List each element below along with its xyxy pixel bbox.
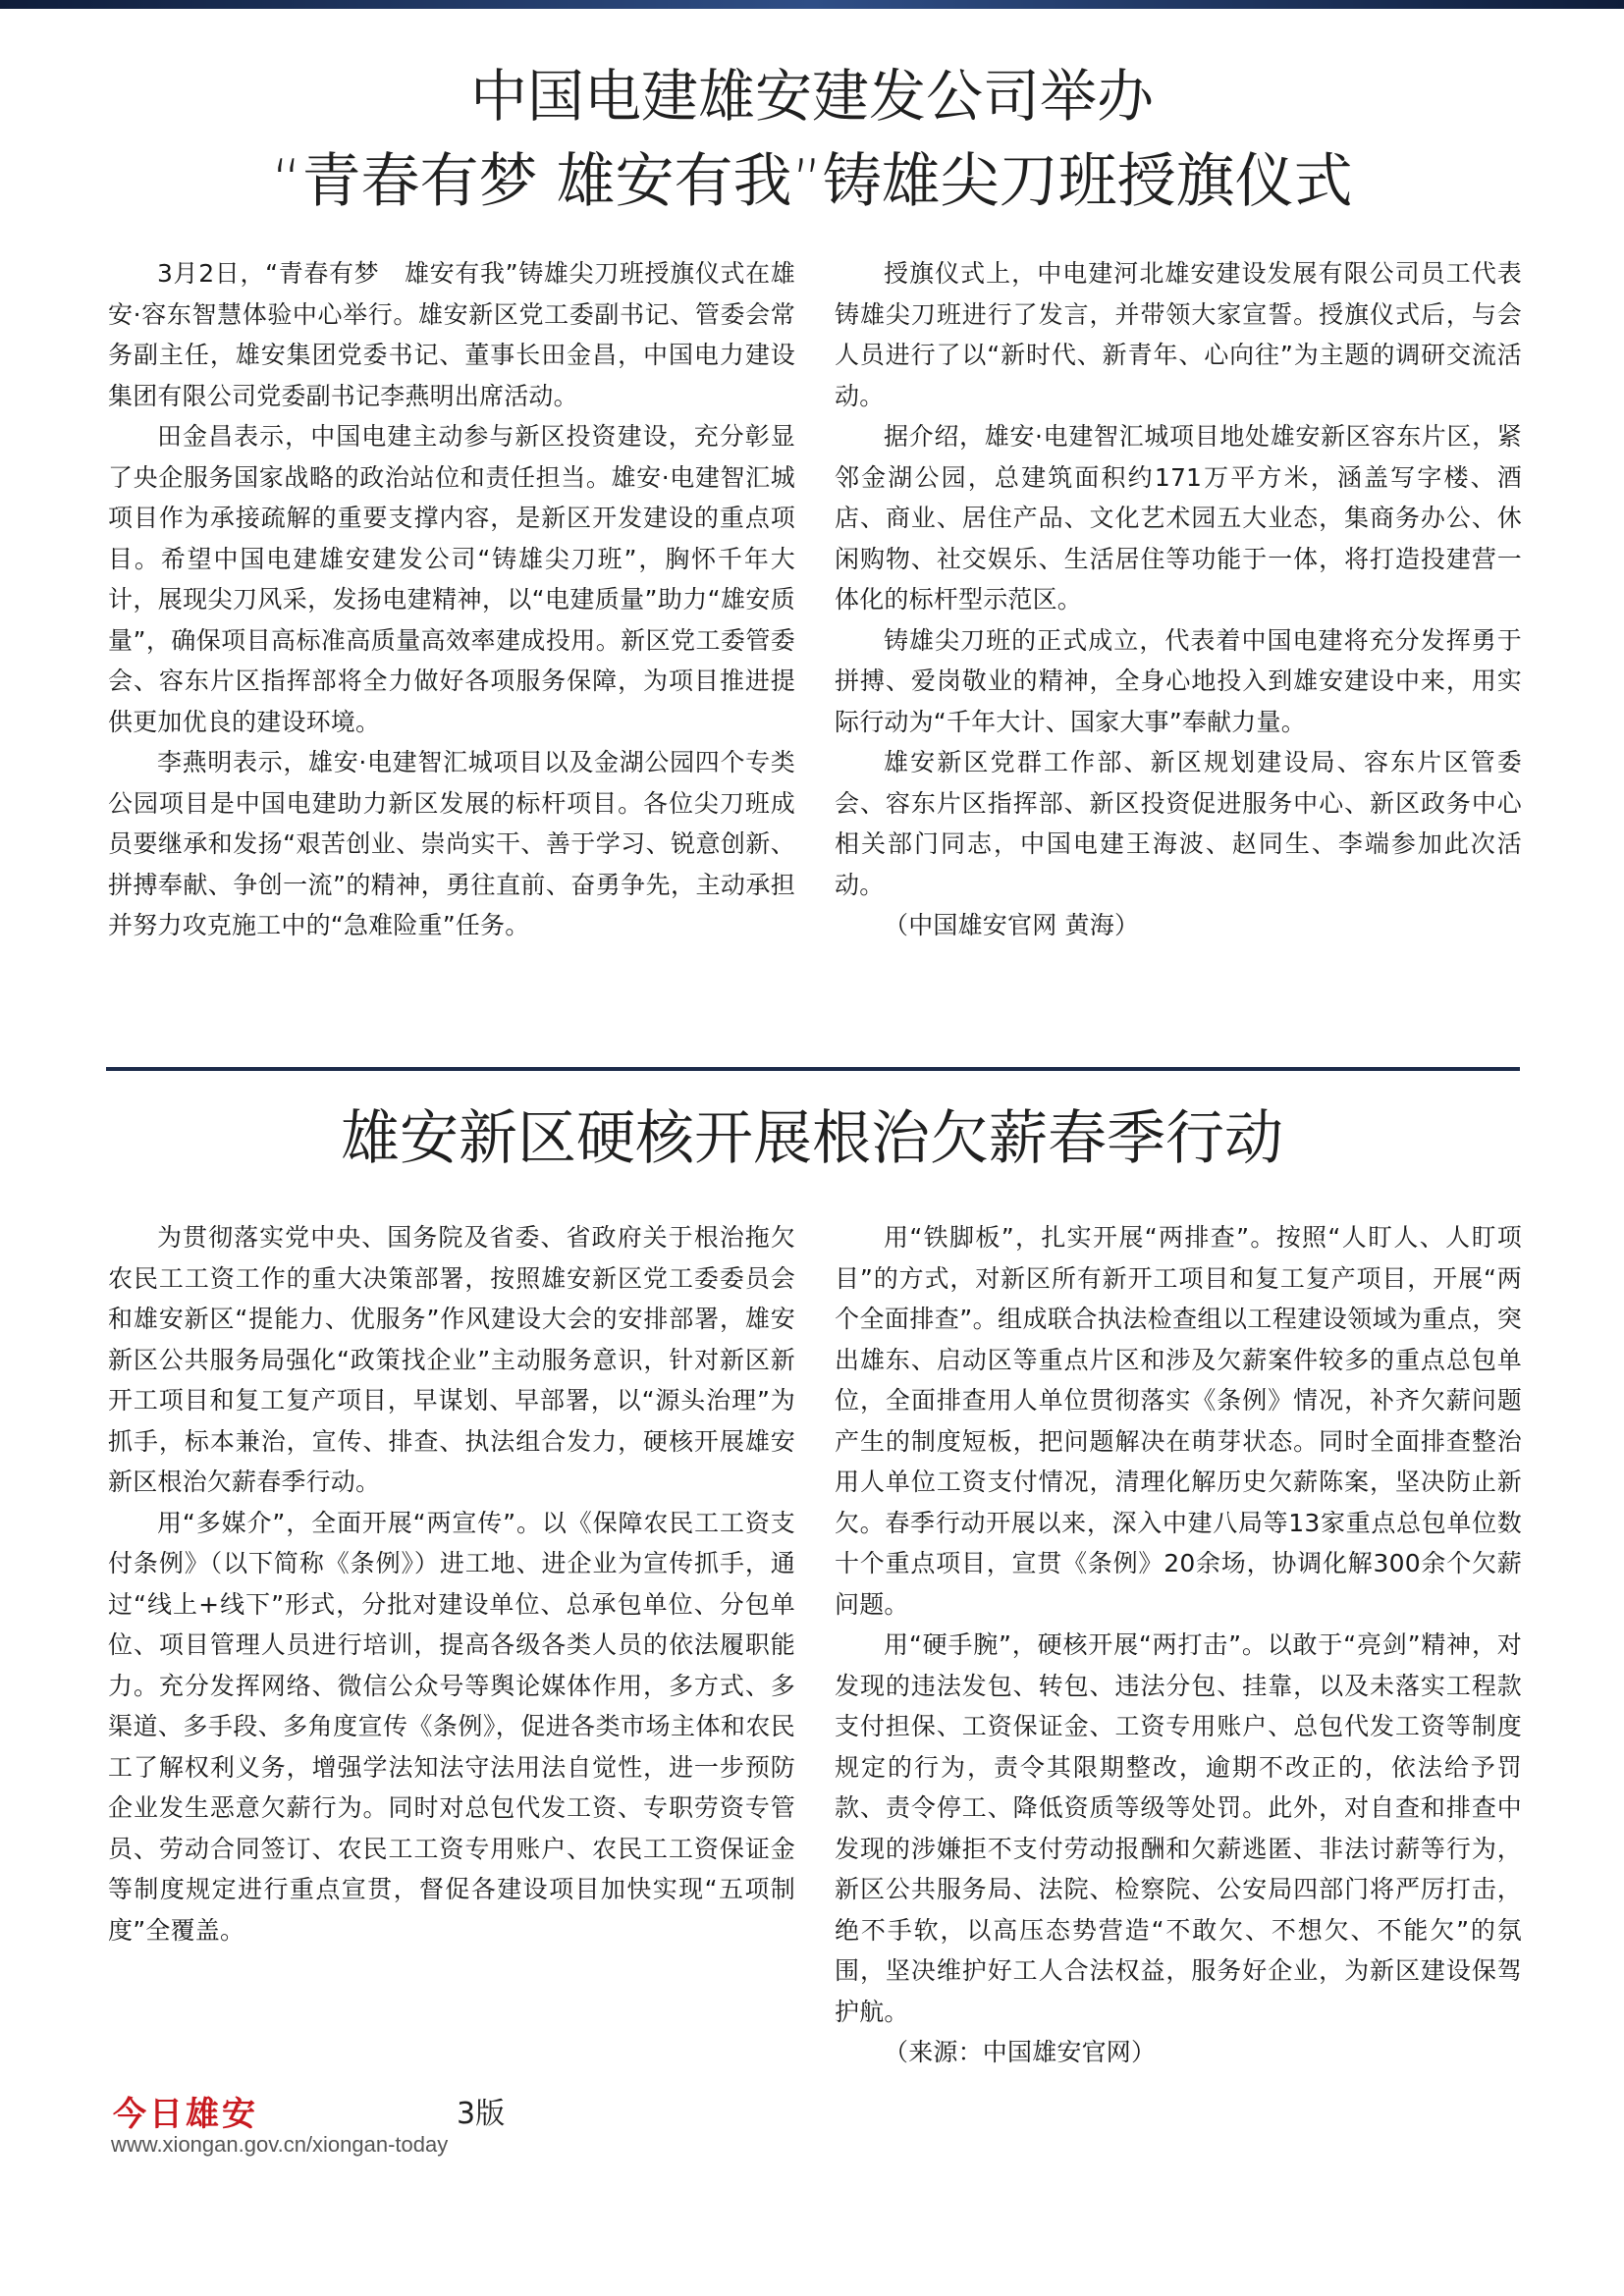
article2-title: 雄安新区硬核开展根治欠薪春季行动 <box>341 1104 1283 1173</box>
publication-logo: 今日雄安 <box>113 2095 258 2134</box>
paragraph: 铸雄尖刀班的正式成立，代表着中国电建将充分发挥勇于拼搏、爱岗敬业的精神，全身心地投入到雄安建设中来，用实际行动为“千年大计、国家大事”奉献力量。 <box>835 625 1522 736</box>
paragraph: 用“硬手腕”，硬核开展“两打击”。以敢于“亮剑”精神，对发现的违法发包、转包、违法分包、挂靠，以及未落实工程款支付担保、工资保证金、工资专用账户、总包代发工资等制度规定的行为，责令其限期整改，逾期不改正的，依法给予罚款、责令停工、降低资质等级等处罚。此外，对自查和排查中发现的涉嫌拒不支付劳动报酬和欠薪逃匿、非法讨薪等行为，新区公共服务局、法院、检察院、公安局四部门将严厉打击，绝不手软，以高压态势营造“不敢欠、不想欠、不能欠”的氛围，坚决维护好工人合法权益，服务好企业，为新区建设保驾护航。 <box>835 1630 1522 2026</box>
paragraph: 据介绍，雄安·电建智汇城项目地处雄安新区容东片区，紧邻金湖公园，总建筑面积约171万平方米，涵盖写字楼、酒店、商业、居住产品、文化艺术园五大业态，集商务办公、休闲购物、社交娱乐、生活居住等功能于一体，将打造投建营一体化的标杆型示范区。 <box>835 422 1522 614</box>
paragraph: 雄安新区党群工作部、新区规划建设局、容东片区管委会、容东片区指挥部、新区投资促进服务中心、新区政务中心相关部门同志，中国电建王海波、赵同生、李端参加此次活动。 <box>835 748 1522 899</box>
article1-column-left <box>108 253 795 946</box>
article1-title-line1: 中国电建雄安建发公司举办 <box>469 63 1154 130</box>
paragraph: 田金昌表示，中国电建主动参与新区投资建设，充分彰显了央企服务国家战略的政治站位和责任担当。雄安·电建智汇城项目作为承接疏解的重要支撑内容，是新区开发建设的重点项目。希望中国电建雄安建发公司“铸雄尖刀班”，胸怀千年大计，展现尖刀风采，发扬电建精神，以“电建质量”助力“雄安质量”，确保项目高标准高质量高效率建成投用。新区党工委管委会、容东片区指挥部将全力做好各项服务保障，为项目推进提供更加优良的建设环境。 <box>108 422 795 736</box>
paragraph: 3月2日，“青春有梦 雄安有我”铸雄尖刀班授旗仪式在雄安·容东智慧体验中心举行。雄安新区党工委副书记、管委会常务副主任，雄安集团党委书记、董事长田金昌，中国电力建设集团有限公司党委副书记李燕明出席活动。 <box>108 259 795 410</box>
paragraph: 李燕明表示，雄安·电建智汇城项目以及金湖公园四个专类公园项目是中国电建助力新区发展的标杆项目。各位尖刀班成员要继承和发扬“艰苦创业、崇尚实干、善于学习、锐意创新、拼搏奉献、争创一流”的精神，勇往直前、奋勇争先，主动承担并努力攻克施工中的“急难险重”任务。 <box>108 748 795 939</box>
article1-source: （中国雄安官网 黄海） <box>884 911 1140 939</box>
paragraph: 授旗仪式上，中电建河北雄安建设发展有限公司员工代表铸雄尖刀班进行了发言，并带领大家宣誓。授旗仪式后，与会人员进行了以“新时代、新青年、心向往”为主题的调研交流活动。 <box>835 259 1522 410</box>
article1-title-line2: “青春有梦 雄安有我”铸雄尖刀班授旗仪式 <box>271 147 1353 216</box>
footer-url: www.xiongan.gov.cn/xiongan-today <box>111 2132 449 2157</box>
article1-column-right <box>835 253 1522 946</box>
page-number: 3版 <box>457 2097 506 2131</box>
article2-source: （来源：中国雄安官网） <box>884 2038 1157 2066</box>
article2-column-left <box>108 1217 795 1950</box>
paragraph: 为贯彻落实党中央、国务院及省委、省政府关于根治拖欠农民工工资工作的重大决策部署，按照雄安新区党工委委员会和雄安新区“提能力、优服务”作风建设大会的安排部署，雄安新区公共服务局强化“政策找企业”主动服务意识，针对新区新开工项目和复工复产项目，早谋划、早部署，以“源头治理”为抓手，标本兼治，宣传、排查、执法组合发力，硬核开展雄安新区根治欠薪春季行动。 <box>108 1223 795 1496</box>
article2-column-right <box>835 1217 1522 2073</box>
paragraph: 用“铁脚板”，扎实开展“两排查”。按照“人盯人、人盯项目”的方式，对新区所有新开工项目和复工复产项目，开展“两个全面排查”。组成联合执法检查组以工程建设领域为重点，突出雄东、启动区等重点片区和涉及欠薪案件较多的重点总包单位，全面排查用人单位贯彻落实《条例》情况，补齐欠薪问题产生的制度短板，把问题解决在萌芽状态。同时全面排查整治用人单位工资支付情况，清理化解历史欠薪陈案，坚决防止新欠。春季行动开展以来，深入中建八局等13家重点总包单位数十个重点项目，宣贯《条例》20余场，协调化解300余个欠薪问题。 <box>835 1223 1522 1619</box>
section-divider <box>106 1067 1520 1071</box>
paragraph: 用“多媒介”，全面开展“两宣传”。以《保障农民工工资支付条例》（以下简称《条例》）进工地、进企业为宣传抓手，通过“线上+线下”形式，分批对建设单位、总承包单位、分包单位、项目管理人员进行培训，提高各级各类人员的依法履职能力。充分发挥网络、微信公众号等舆论媒体作用，多方式、多渠道、多手段、多角度宣传《条例》，促进各类市场主体和农民工了解权利义务，增强学法知法守法用法自觉性，进一步预防企业发生恶意欠薪行为。同时对总包代发工资、专职劳资专管员、劳动合同签订、农民工工资专用账户、农民工工资保证金等制度规定进行重点宣贯，督促各建设项目加快实现“五项制度”全覆盖。 <box>108 1508 795 1945</box>
top-banner-bar <box>0 0 1624 9</box>
